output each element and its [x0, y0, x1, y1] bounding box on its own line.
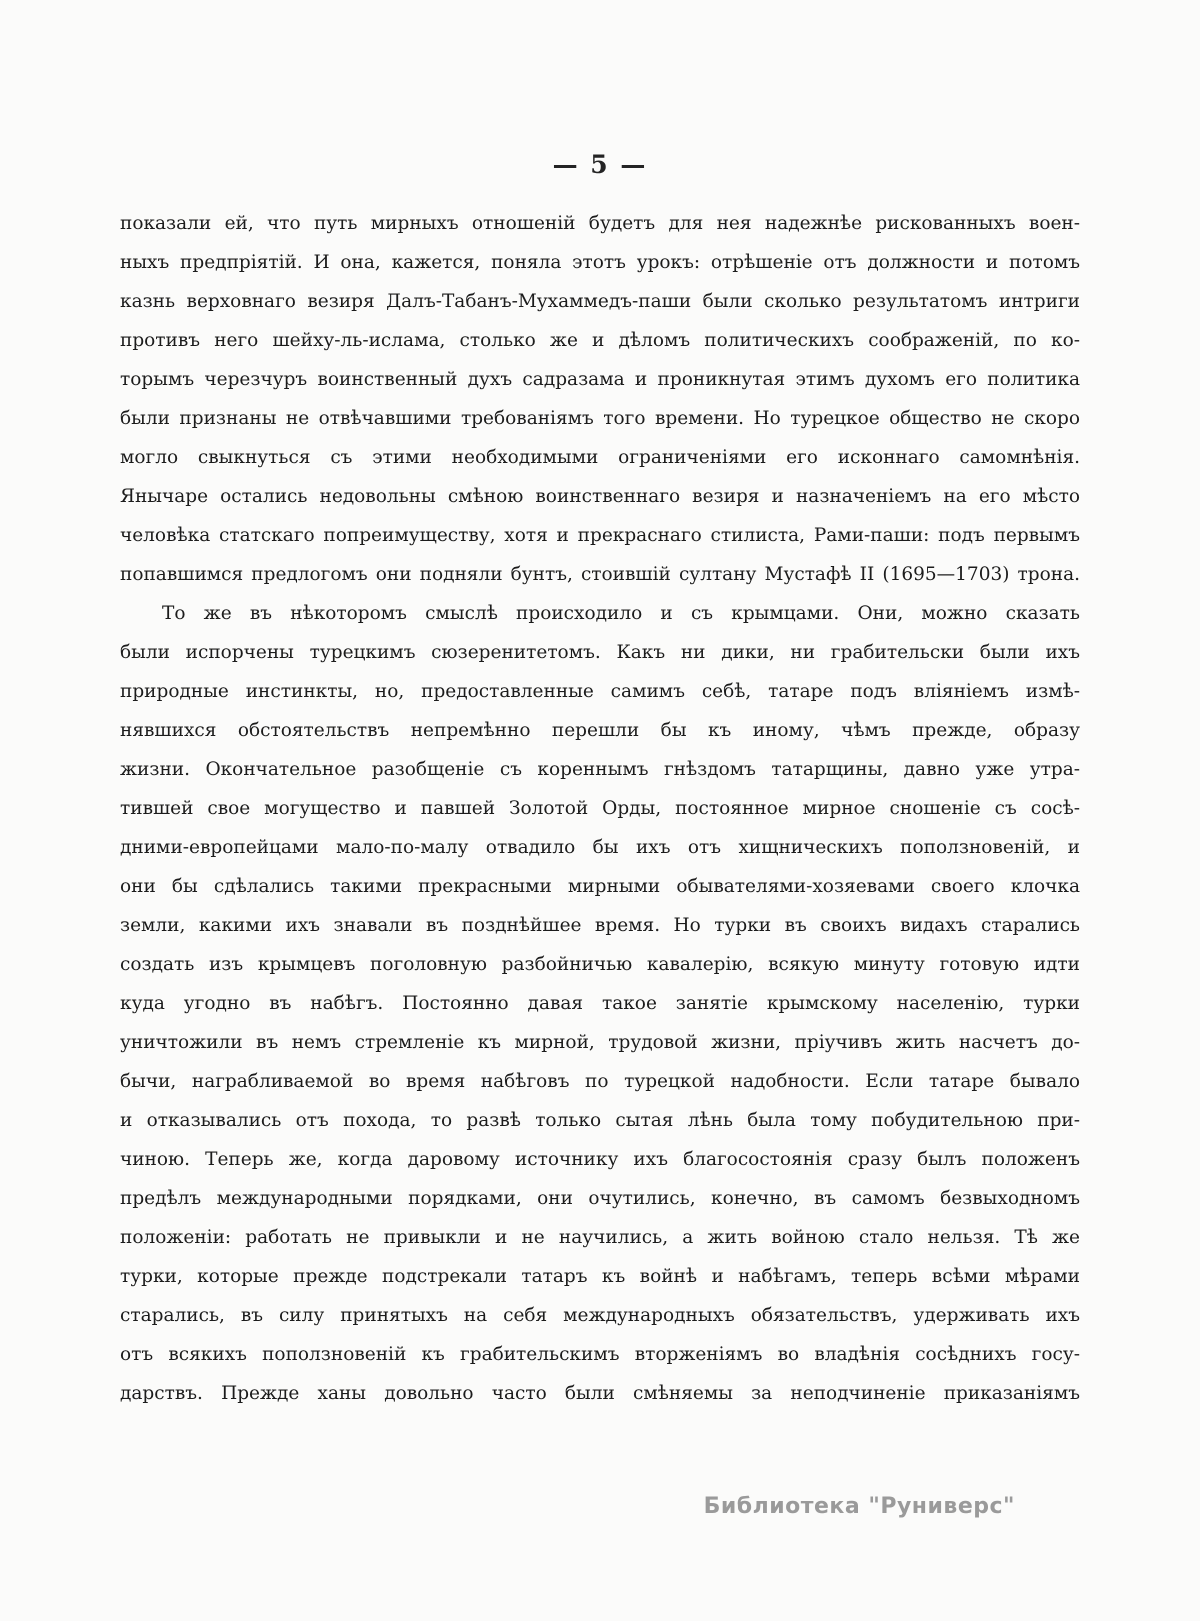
text-line: турки, которые прежде подстрекали татаръ къ войнѣ и набѣгамъ, теперь всѣми мѣрами — [120, 1266, 1080, 1287]
text-block — [120, 204, 1080, 1413]
text-line: чиною. Теперь же, когда даровому источнику ихъ благосостоянія сразу былъ положенъ — [120, 1149, 1080, 1170]
library-watermark: Библиотека "Руниверс" — [703, 1494, 1015, 1519]
text-line: бычи, награбливаемой во время набѣговъ по турецкой надобности. Если татаре бывало — [120, 1071, 1080, 1092]
text-line: земли, какими ихъ знавали въ позднѣйшее время. Но турки въ своихъ видахъ старались — [120, 915, 1080, 936]
text-line: показали ей, что путь мирныхъ отношеній будетъ для нея надежнѣе рискованныхъ воен- — [120, 213, 1080, 234]
text-line: попавшимся предлогомъ они подняли бунтъ, стоившій султану Мустафѣ II (1695—1703) трона. — [120, 564, 1080, 585]
text-line: человѣка статскаго попреимуществу, хотя и прекраснаго стилиста, Рами-паши: подъ первымъ — [120, 525, 1080, 546]
text-line: и отказывались отъ похода, то развѣ только сытая лѣнь была тому побудительною при- — [120, 1110, 1080, 1131]
text-line: были признаны не отвѣчавшими требованіямъ того времени. Но турецкое общество не скоро — [120, 408, 1080, 429]
text-line: ныхъ предпріятій. И она, кажется, поняла этотъ урокъ: отрѣшеніе отъ должности и потомъ — [120, 252, 1080, 273]
text-line: тившей свое могущество и павшей Золотой Орды, постоянное мирное сношеніе съ сосѣ- — [120, 798, 1080, 819]
paragraph — [120, 594, 1080, 1413]
text-line: нявшихся обстоятельствъ непремѣнно перешли бы къ иному, чѣмъ прежде, образу — [120, 720, 1080, 741]
text-line: То же въ нѣкоторомъ смыслѣ происходило и съ крымцами. Они, можно сказать — [162, 603, 1080, 624]
text-line: дарствъ. Прежде ханы довольно часто были смѣняемы за неподчиненіе приказаніямъ — [120, 1383, 1080, 1404]
page-number: — 5 — — [552, 150, 648, 179]
text-line: уничтожили въ немъ стремленіе къ мирной, трудовой жизни, пріучивъ жить насчетъ до- — [120, 1032, 1080, 1053]
text-line: предѣлъ международными порядками, они очутились, конечно, въ самомъ безвыходномъ — [120, 1188, 1080, 1209]
text-line: казнь верховнаго везиря Далъ-Табанъ-Мухаммедъ-паши были сколько результатомъ интриги — [120, 291, 1080, 312]
text-line: отъ всякихъ поползновеній къ грабительскимъ вторженіямъ во владѣнія сосѣднихъ госу- — [120, 1344, 1080, 1365]
text-line: противъ него шейху-ль-ислама, столько же и дѣломъ политическихъ соображеній, по ко- — [120, 330, 1080, 351]
text-line: дними-европейцами мало-по-малу отвадило бы ихъ отъ хищническихъ поползновеній, и — [120, 837, 1080, 858]
text-line: они бы сдѣлались такими прекрасными мирными обывателями-хозяевами своего клочка — [120, 876, 1080, 897]
paragraph — [120, 204, 1080, 594]
text-line: могло свыкнуться съ этими необходимыми ограниченіями его исконнаго самомнѣнія. — [120, 447, 1080, 468]
text-line: старались, въ силу принятыхъ на себя международныхъ обязательствъ, удерживать ихъ — [120, 1305, 1080, 1326]
text-line: жизни. Окончательное разобщеніе съ кореннымъ гнѣздомъ татарщины, давно уже утра- — [120, 759, 1080, 780]
text-line: куда угодно въ набѣгъ. Постоянно давая такое занятіе крымскому населенію, турки — [120, 993, 1080, 1014]
text-line: положеніи: работать не привыкли и не научились, а жить войною стало нельзя. Тѣ же — [120, 1227, 1080, 1248]
text-line: Янычаре остались недовольны смѣною воинственнаго везиря и назначеніемъ на его мѣсто — [120, 486, 1080, 507]
text-line: создать изъ крымцевъ поголовную разбойничью кавалерію, всякую минуту готовую идти — [120, 954, 1080, 975]
text-line: природные инстинкты, но, предоставленные самимъ себѣ, татаре подъ вліяніемъ измѣ- — [120, 681, 1080, 702]
text-line: торымъ черезчуръ воинственный духъ садразама и проникнутая этимъ духомъ его политика — [120, 369, 1080, 390]
text-line: были испорчены турецкимъ сюзеренитетомъ. Какъ ни дики, ни грабительски были ихъ — [120, 642, 1080, 663]
